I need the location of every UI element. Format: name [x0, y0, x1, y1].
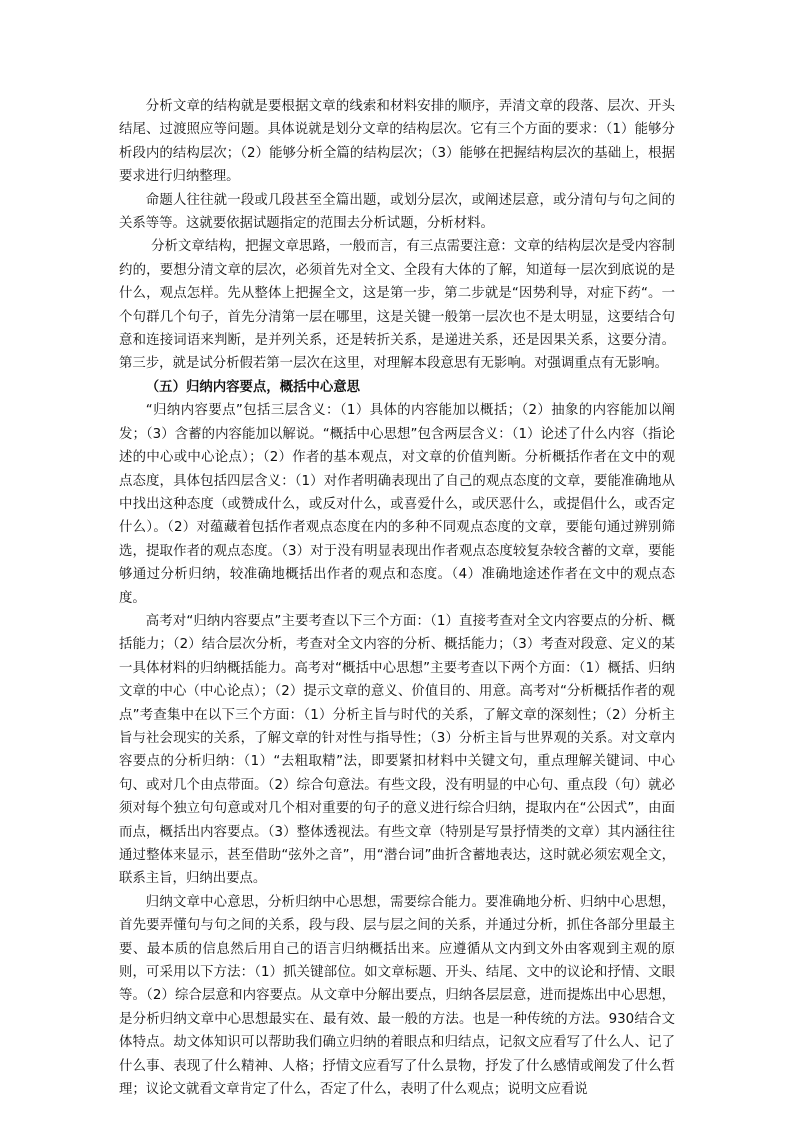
paragraph-three-points: 分析文章结构，把握文章思路，一般而言，有三点需要注意：文章的结构层次是受内容制约的，要想分清文章的层次，必须首先对全文、全段有大体的了解，知道每一层次到底说的是什么，观点怎样。先从整体上把握全文，这是第一步，第二步就是“因势利导，对症下药“。一个句群几个句子，首先分清第一层在哪里，这是关键一般第一层次也不是太明显，这要结合句意和连接词语来判断，是并列关系，还是转折关系，是递进关系，还是因果关系，这要分清。第三步，就是试分析假若第一层次在这里，对理解本段意思有无影响。对强调重点有无影响。	[119, 239, 675, 372]
paragraph-exam-setting: 命题人往往就一段或几段甚至全篇出题，或划分层次，或阐述层意，或分清句与句之间的关系等等。这就要依据试题指定的范围去分析试题，分析材料。	[119, 192, 675, 232]
document-page	[119, 95, 675, 1101]
paragraph-central-idea: 归纳文章中心意思，分析归纳中心思想，需要综合能力。要准确地分析、归纳中心思想，首先要弄懂句与句之间的关系，段与段、层与层之间的关系，并通过分析，抓住各部分里最主要、最本质的信息然后用自己的语言归纳概括出来。应遵循从文内到文外由客观到主观的原则，可采用以下方法：（1）抓关键部位。如文章标题、开头、结尾、文中的议论和抒情、文眼等。（2）综合层意和内容要点。从文章中分解出要点，归纳各层层意，进而提炼出中心思想，是分析归纳文章中心思想最实在、最有效、最一般的方法。也是一种传统的方法。930结合文体特点。劫文体知识可以帮助我们确立归纳的着眼点和归结点，记叙文应看写了什么人、记了什么事、表现了什么精神、人格；抒情文应看写了什么景物，抒发了什么感情或阐发了什么哲理；议论文就看文章肯定了什么，否定了什么，表明了什么观点；说明文应看说	[119, 894, 675, 1098]
paragraph-structure-analysis: 分析文章的结构就是要根据文章的线索和材料安排的顺序，弄清文章的段落、层次、开头结尾、过渡照应等问题。具体说就是划分文章的结构层次。它有三个方面的要求：（1）能够分析段内的结构层次；（2）能够分析全篇的结构层次；（3）能够在把握结构层次的基础上，根据要求进行归纳整理。	[119, 99, 675, 185]
paragraph-summary-meaning: “归纳内容要点”包括三层含义：（1）具体的内容能加以概括；（2）抽象的内容能加以阐发；（3）含蓄的内容能加以解说。“概括中心思想”包含两层含义：（1）论述了什么内容（指论述的中心或中心论点）；（2）作者的基本观点，对文章的价值判断。分析概括作者在文中的观点态度，具体包括四层含义：（1）对作者明确表现出了自己的观点态度的文章，要能准确地从中找出这种态度（或赞成什么，或反对什么，或喜爱什么，或厌恶什么，或提倡什么，或否定什么）。（2）对蕴藏着包括作者观点态度在内的多种不同观点态度的文章，要能句通过辨别筛选，提取作者的观点态度。（3）对于没有明显表现出作者观点态度较复杂较含蓄的文章，要能够通过分析归纳，较准确地概括出作者的观点和态度。（4）准确地途述作者在文中的观点态度。	[119, 403, 675, 606]
section-heading: （五）归纳内容要点，概括中心意思	[145, 379, 361, 395]
paragraph-gaokao-focus: 高考对“归纳内容要点”主要考查以下三个方面：（1）直接考查对全文内容要点的分析、概括能力；（2）结合层次分析，考查对全文内容的分析、概括能力；（3）考查对段意、定义的某一具体材料的归纳概括能力。高考对“概括中心思想”主要考查以下两个方面：（1）概括、归纳文章的中心（中心论点）；（2）提示文章的意义、价值目的、用意。高考对“分析概括作者的观点”考查集中在以下三个方面：（1）分析主旨与时代的关系，了解文章的深刻性；（2）分析主旨与社会现实的关系，了解文章的针对性与指导性；（3）分析主旨与世界观的关系。对文章内容要点的分析归纳：（1）“去粗取精”法，即要紧扣材料中关键文句，重点理解关键词、中心句、或对几个由点带面。（2）综合句意法。有些文段，没有明显的中心句、重点段（句）就必须对每个独立句句意或对几个相对重要的句子的意义进行综合归纳，提取内在“公因式”，由面而点，概括出内容要点。（3）整体透视法。有些文章（特别是写景抒情类的文章）其内涵往往通过整体来显示，甚至借助“弦外之音”，用“潜台词”曲折含蓄地表达，这时就必须宏观全文，联系主旨，归纳出要点。	[119, 613, 675, 887]
